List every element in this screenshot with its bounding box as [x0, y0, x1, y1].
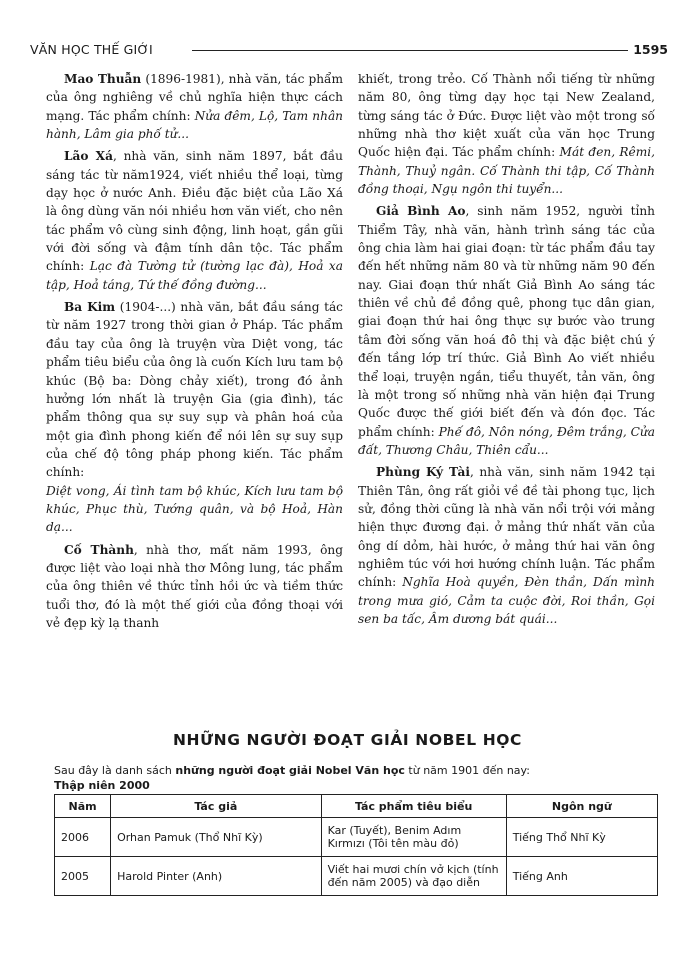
page-number: 1595	[633, 42, 668, 57]
entry-body: , nhà văn, sinh năm 1897, bắt đầu sáng tác từ năm1924, viết nhiều thể loại, từng dạy học ở nước Anh. Điều đặc biệt của Lão Xá là ông dùng văn nói nhiều hơn văn viết, cho nên tác phẩm vô cùng sinh động, linh hoạt, gần gũi với đời sống và đậm tính dân tộc. Tác phẩm chính:	[46, 149, 343, 274]
entry-body: , nhà văn, sinh năm 1942 tại Thiên Tân, ông rất giỏi về đề tài phong tục, lịch sử, đồng thời cũng là nhà văn nổi trội với mảng hiện thực đương đại. ở mảng thứ nhất văn của ông dí dỏm, hài hước, ở mảng thứ hai văn ông nghiêm túc với hơi hướng chính luận. Tác phẩm chính:	[358, 465, 655, 590]
left-column	[46, 70, 343, 636]
entry-mao-thuan	[46, 70, 343, 143]
section-title: NHỮNG NGƯỜI ĐOẠT GIẢI NOBEL HỌC	[172, 731, 523, 749]
author-name: Cố Thành	[64, 542, 134, 557]
entry-works: Mát đen, Rêmi, Thành, Thuỷ ngân. Cố Thành thi tập, Cố Thành đồng thoại, Ngụ ngôn thi tuyển...	[358, 145, 655, 197]
author-name: Lão Xá	[64, 149, 113, 164]
cell-year: 2006	[55, 818, 111, 857]
entry-works: Diệt vong, Ái tình tam bộ khúc, Kích lưu tam bộ khúc, Phục thù, Tướng quân, và bộ Hoả, Hàn dạ...	[46, 483, 343, 535]
entry-body: , nhà thơ, mất năm 1993, ông được liệt vào loại nhà thơ Mông lung, tác phẩm của ông thiên về thức tỉnh hồi ức và tiềm thức tuổi thơ, đó là một thế giới của đồng thoại với vẻ đẹp kỳ lạ thanh	[46, 542, 343, 630]
entry-works: Lạc đà Tường tử (tường lạc đà), Hoả xa tập, Hoả táng, Tứ thế đồng đường...	[46, 259, 344, 292]
entry-gia-binh-ao	[358, 202, 655, 459]
right-column	[358, 70, 655, 632]
intro-text: Sau đây là danh sách	[54, 764, 176, 777]
entry-co-thanh-cont	[358, 70, 655, 198]
running-header	[30, 42, 668, 60]
entry-body: khiết, trong trẻo. Cố Thành nổi tiếng từ những năm 80, ông từng dạy học tại New Zealand, từng sáng tác ở Đức. Được liệt vào một trong số những nhà thơ kiệt xuất của văn học Trung Quốc hiện đại. Tác phẩm chính:	[358, 72, 655, 160]
entry-lao-xa	[46, 147, 343, 294]
decade-heading: Thập niên 2000	[54, 779, 150, 792]
nobel-table	[54, 794, 658, 896]
entry-co-thanh	[46, 541, 343, 633]
intro-text-end: từ năm 1901 đến nay:	[404, 764, 530, 777]
author-name: Giả Bình Ao	[376, 204, 466, 219]
col-header-work: Tác phẩm tiêu biểu	[321, 795, 506, 818]
col-header-year: Năm	[55, 795, 111, 818]
author-name: Ba Kim	[64, 300, 116, 315]
entry-works: Nghĩa Hoà quyền, Đèn thần, Dấn mình trong mưa gió, Cảm ta cuộc đời, Roi thần, Gọi sen ba tấc, Âm dương bát quái...	[358, 575, 656, 626]
table-row	[55, 818, 658, 857]
author-name: Mao Thuẫn	[64, 72, 142, 86]
table-header-row	[55, 795, 658, 818]
author-name: Phùng Ký Tài	[376, 465, 470, 480]
entry-phung-ky-tai	[358, 463, 655, 628]
entry-body: (1904-...) nhà văn, bắt đầu sáng tác từ năm 1927 trong thời gian ở Pháp. Tác phẩm đầu tay của ông là truyện vừa Diệt vong, tác phẩm tiêu biểu của ông là cuốn Kích lưu tam bộ khúc (Bộ ba: Dòng chảy xiết), trong đó ảnh hưởng lớn nhất là truyện Gia (gia đình), tác phẩm thông qua sự suy sụp và phân hoá của một gia đình phong kiến để nói lên sự suy sụp của chế độ tông pháp phong kiến. Tác phẩm chính:	[46, 300, 343, 480]
header-title: VĂN HỌC THẾ GIỚI	[30, 42, 153, 57]
cell-year: 2005	[55, 857, 111, 896]
entry-ba-kim	[46, 298, 343, 536]
entry-works: Phế đô, Nôn nóng, Đêm trắng, Cửa đất, Thương Châu, Thiên cẩu...	[358, 424, 655, 457]
col-header-author: Tác giả	[111, 795, 322, 818]
cell-author: Orhan Pamuk (Thổ Nhĩ Kỳ)	[111, 818, 322, 857]
cell-language: Tiếng Anh	[506, 857, 657, 896]
cell-author: Harold Pinter (Anh)	[111, 857, 322, 896]
cell-work: Kar (Tuyết), Benim Adım Kırmızı (Tôi tên màu đỏ)	[321, 818, 506, 857]
entry-body: (1896-1981), nhà văn, tác phẩm của ông nghiêng về chủ nghĩa hiện thực cách mạng. Tác phẩm chính:	[46, 72, 344, 123]
table-row	[55, 857, 658, 896]
entry-body: , sinh năm 1952, người tỉnh Thiểm Tây, nhà văn, hành trình sáng tác của ông chia làm hai giai đoạn: từ tác phẩm đầu tay đến hết những năm 80 và từ những năm 90 đến nay. Giai đoạn thứ nhất Giả Bình Ao sáng tác thiên về chủ đề đồng quê, phong tục dân gian, giai đoạn thứ hai ông thực sự bước vào trung tâm đời sống văn hoá đô thị và đặc biệt chú ý đến tầng lớp trí thức. Giả Bình Ao viết nhiều thể loại, truyện ngắn, tiểu thuyết, tản văn, ông là một trong số những nhà văn hiện đại Trung Quốc được thế giới biết đến và đón đọc. Tác phẩm chính:	[358, 204, 655, 439]
section-intro	[54, 764, 530, 777]
cell-work: Viết hai mươi chín vở kịch (tính đến năm 2005) và đạo diễn	[321, 857, 506, 896]
entry-works: Nửa đêm, Lộ, Tam nhân hành, Lâm gia phố tử...	[46, 108, 344, 142]
cell-language: Tiếng Thổ Nhĩ Kỳ	[506, 818, 657, 857]
col-header-language: Ngôn ngữ	[506, 795, 657, 818]
intro-bold-text: những người đoạt giải Nobel Văn học	[175, 764, 405, 777]
header-rule	[192, 50, 628, 51]
